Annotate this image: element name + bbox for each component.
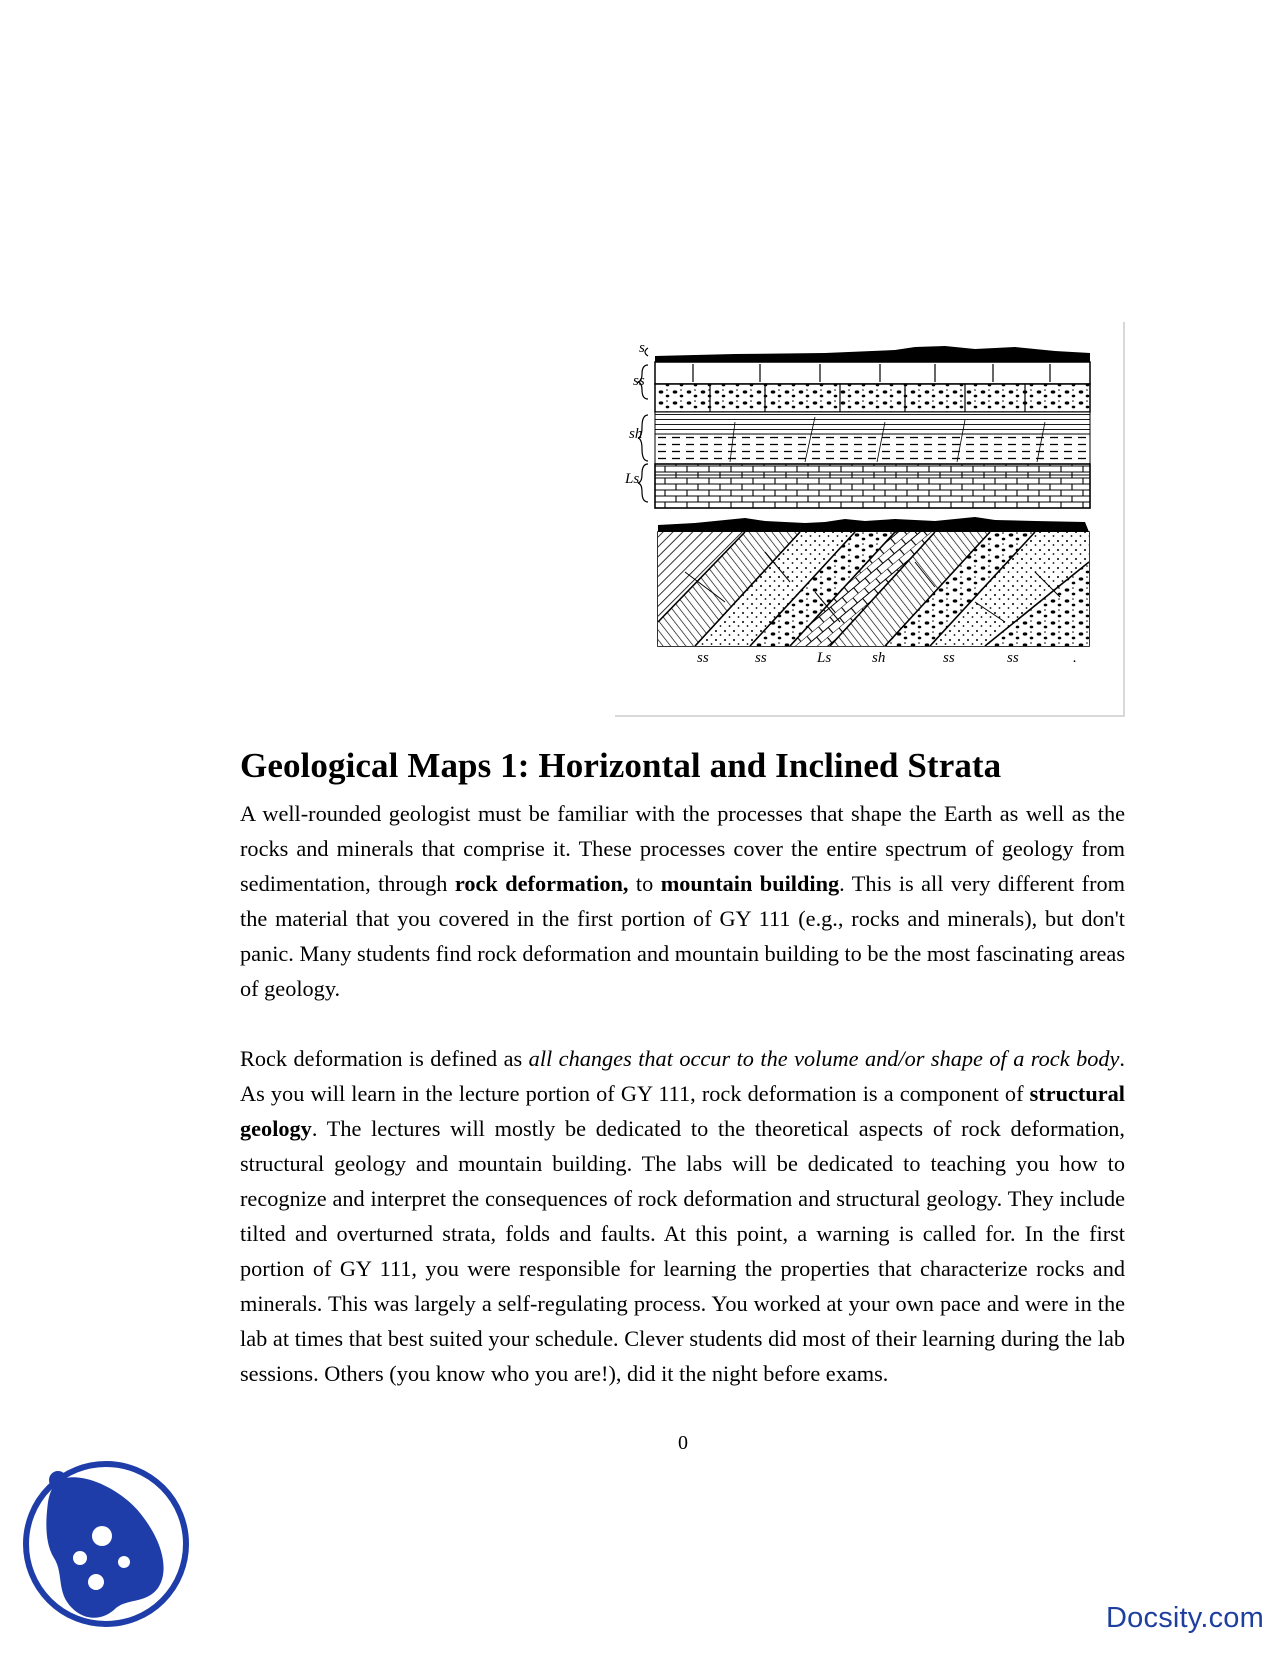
p1-text-3: . This is all very different from the material that you covered in the first portion of GY 111 (e.g., rocks and minerals), but don't panic. Many students find rock deformation and mountain building to be the most fascinating areas of geology.	[240, 871, 1125, 1001]
p1-bold-mountain-building: mountain building	[660, 871, 840, 896]
page-title: Geological Maps 1: Horizontal and Inclined Strata	[240, 746, 1002, 785]
p2-text-1: Rock deformation is defined as	[240, 1046, 529, 1071]
bottom-label-ss-4: ss	[1007, 650, 1019, 666]
top-label-sh: sh	[629, 426, 643, 442]
strata-figure	[615, 322, 1125, 717]
p1-text-1: A well-rounded geologist must be familiar with the processes that shape the Earth as well as the rocks and minerals that comprise it. These processes cover the entire spectrum of geology from sedimentation, through	[240, 801, 1125, 896]
page-number: 0	[678, 1432, 688, 1454]
bottom-label-dot: .	[1073, 650, 1077, 666]
top-label-s: s	[639, 340, 645, 356]
top-label-ss: ss	[633, 373, 645, 389]
top-label-ls: Ls	[625, 471, 640, 487]
p2-text-2: . As you will learn in the lecture portion of GY 111, rock deformation is a component of	[240, 1046, 1125, 1106]
p1-text-2: to	[628, 871, 661, 896]
docsity-logo-icon[interactable]	[20, 1458, 192, 1630]
p2-text-3: . The lectures will mostly be dedicated to the theoretical aspects of rock deformation, structural geology and mountain building. The labs will be dedicated to teaching you how to recognize and interpret the consequences of rock deformation and structural geology. They include tilted and overturned strata, folds and faults. At this point, a warning is called for. In the first portion of GY 111, you were responsible for learning the properties that characterize rocks and minerals. This was largely a self-regulating process. You worked at your own pace and were in the lab at times that best suited your schedule. Clever students did most of their learning during the lab sessions. Others (you know who you are!), did it the night before exams.	[240, 1116, 1125, 1386]
rock-deformation-paragraph	[240, 1041, 1125, 1391]
bottom-label-sh: sh	[872, 650, 886, 666]
bottom-label-ss-3: ss	[943, 650, 955, 666]
bottom-label-ss-1: ss	[697, 650, 709, 666]
bottom-label-ss-2: ss	[755, 650, 767, 666]
p2-bold-structural-geology: structural geology	[240, 1081, 1125, 1141]
bottom-label-ls: Ls	[817, 650, 832, 666]
horizontal-strata-diagram	[624, 340, 1090, 508]
docsity-brand-link[interactable]: Docsity.com	[1106, 1602, 1264, 1634]
p2-italic-definition: all changes that occur to the volume and/or shape of a rock body	[528, 1046, 1120, 1071]
p1-bold-rock-deformation: rock deformation,	[454, 871, 629, 896]
strata-cross-section-illustration	[615, 322, 1125, 717]
intro-paragraph	[240, 796, 1125, 1006]
inclined-strata-diagram	[658, 517, 1089, 666]
